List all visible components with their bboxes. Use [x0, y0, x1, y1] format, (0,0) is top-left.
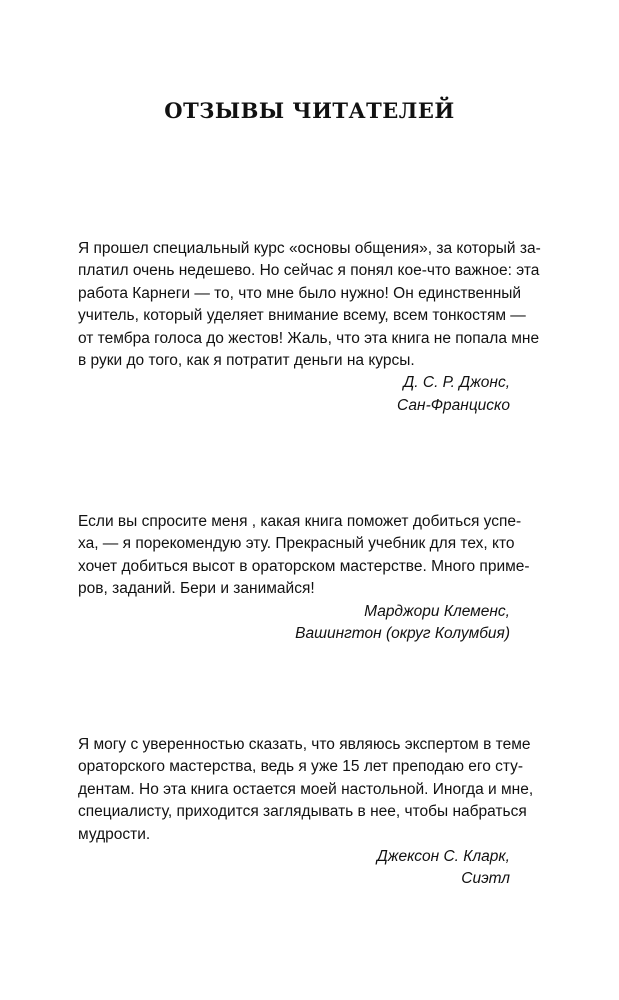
review — [78, 511, 530, 645]
review-line: от тембра голоса до жестов! Жаль, что эта книга не попала мне — [78, 329, 540, 347]
review-line: дентам. Но эта книга остается моей настольной. Иногда и мне, — [78, 780, 534, 798]
review-author: Джексон С. Кларк, — [376, 848, 510, 866]
review-text — [78, 238, 541, 372]
review — [78, 734, 534, 891]
review-line: работа Карнеги — то, что мне было нужно! Он единственный — [78, 284, 522, 302]
review-line: Если вы спросите меня , какая книга поможет добиться успе- — [78, 513, 522, 530]
review-line: в руки до того, как я потратит деньги на курсы. — [78, 352, 415, 370]
review-line: специалисту, приходится заглядывать в нее, чтобы набраться — [78, 803, 527, 821]
review-attribution — [78, 372, 510, 417]
review-location: Вашингтон (округ Колумбия) — [295, 625, 510, 643]
review-location: Сан-Франциско — [397, 396, 510, 414]
review-line: ров, заданий. Бери и занимайся! — [78, 580, 315, 598]
review-text — [78, 734, 534, 846]
review-attribution — [78, 601, 510, 646]
review-author: Марджори Клеменс, — [364, 602, 510, 620]
review-line: мудрости. — [78, 825, 151, 843]
review-line: платил очень недешево. Но сейчас я понял кое-что важное: эта — [78, 262, 540, 280]
review-attribution — [78, 846, 510, 891]
review-line: Я могу с уверенностью сказать, что являюсь экспертом в теме — [78, 736, 531, 753]
review-location: Сиэтл — [461, 870, 510, 888]
review-line: Я прошел специальный курс «основы общения», за который за- — [78, 240, 541, 257]
review — [78, 238, 541, 417]
review-line: ораторского мастерства, ведь я уже 15 лет преподаю его сту- — [78, 758, 524, 776]
review-line: хочет добиться высот в ораторском мастерстве. Много приме- — [78, 557, 530, 575]
review-line: ха, — я порекомендую эту. Прекрасный учебник для тех, кто — [78, 535, 515, 553]
review-author: Д. С. Р. Джонс, — [403, 374, 510, 392]
page-title: ОТЗЫВЫ ЧИТАТЕЛЕЙ — [164, 98, 455, 123]
review-line: учитель, который уделяет внимание всему, всем тонкостям — — [78, 307, 526, 325]
review-text — [78, 511, 530, 601]
